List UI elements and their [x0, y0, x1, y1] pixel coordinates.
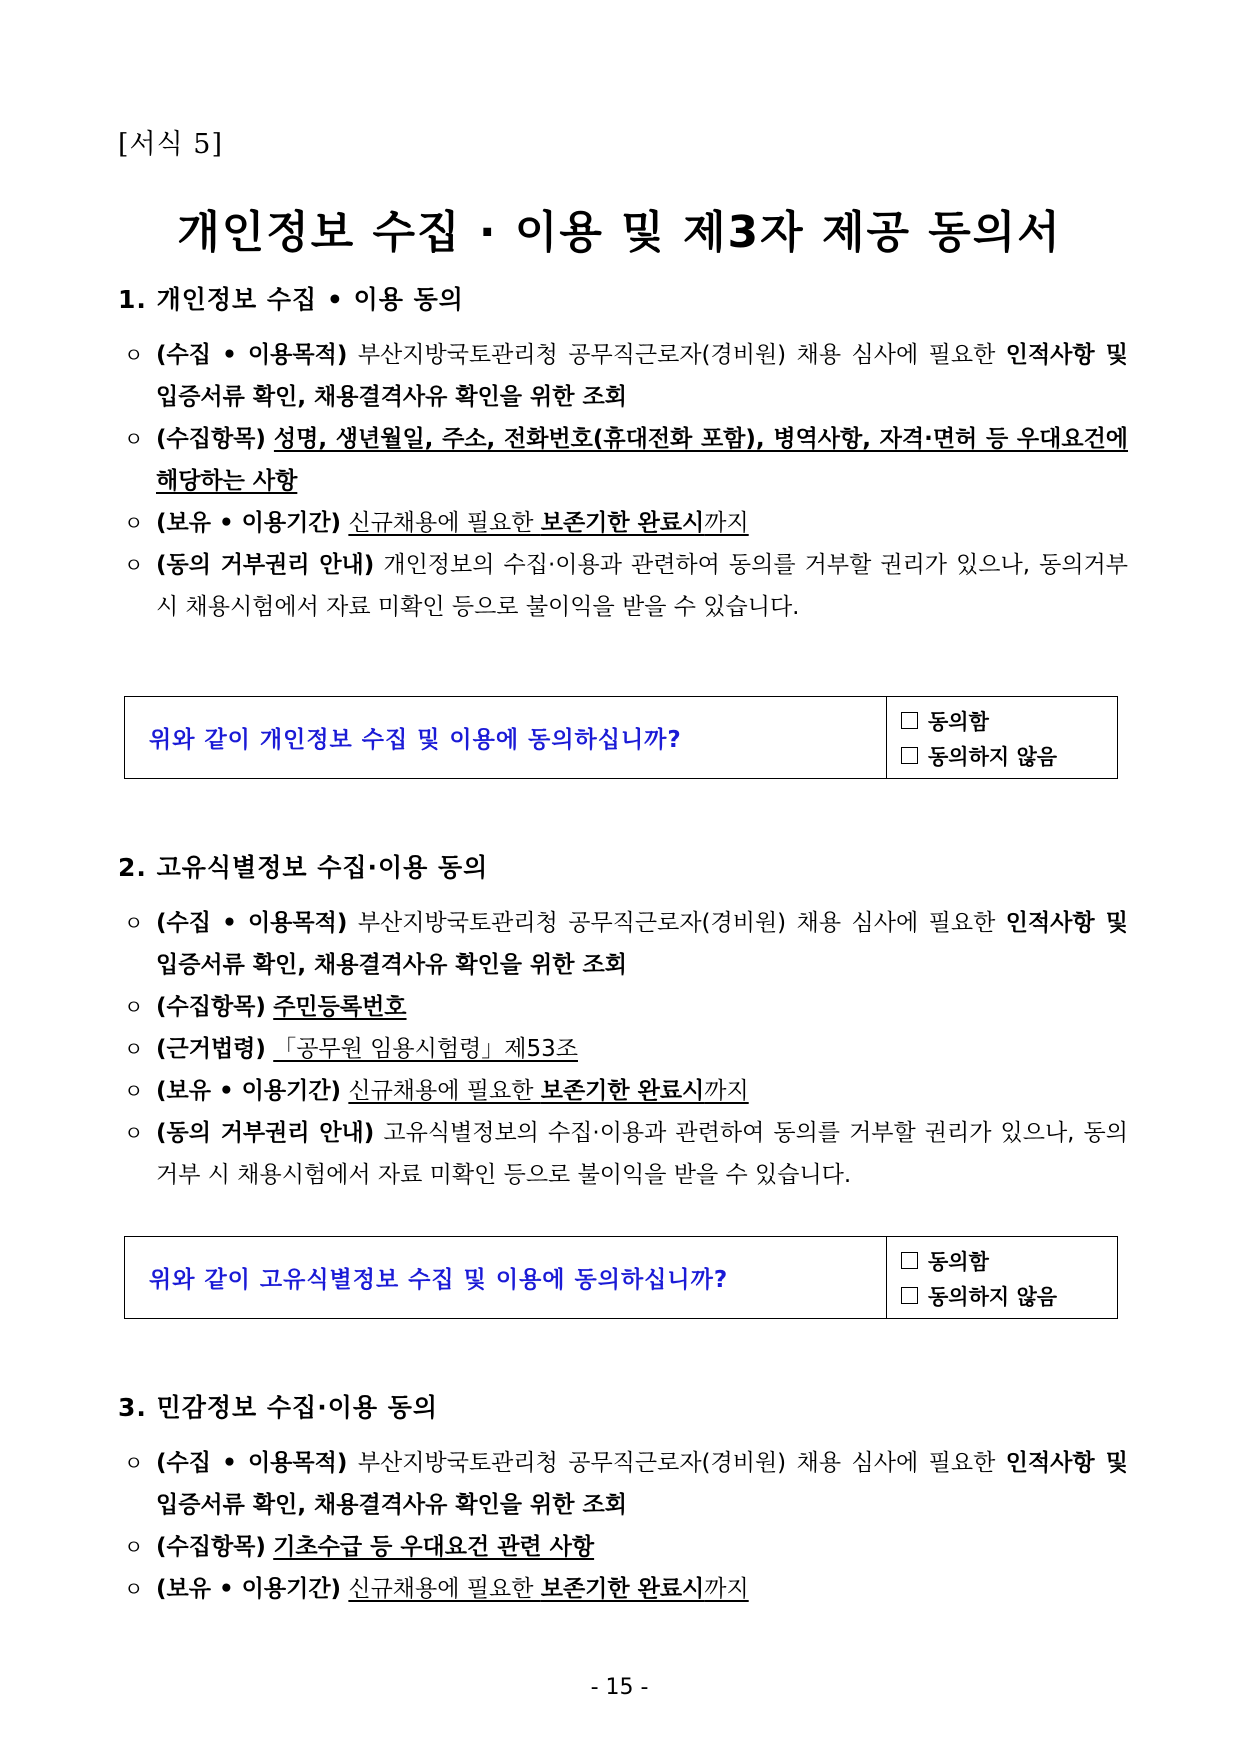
list-item: ㅇ (수집항목) 주민등록번호	[118, 986, 1128, 1028]
list-item: ㅇ (동의 거부권리 안내) 개인정보의 수집·이용과 관련하여 동의를 거부할 권리가 있으나, 동의거부 시 채용시험에서 자료 미확인 등으로 불이익을 받을 수 있습니다.	[118, 544, 1128, 628]
checkbox[interactable]	[901, 747, 918, 764]
bullet-icon: ㅇ	[124, 1535, 144, 1559]
bullet-icon: ㅇ	[124, 1079, 144, 1103]
page-number: - 15 -	[590, 1675, 649, 1700]
document-title: 개인정보 수집 · 이용 및 제3자 제공 동의서	[177, 207, 1062, 258]
bullet-icon: ㅇ	[124, 1121, 144, 1145]
list-item: ㅇ (보유 • 이용기간) 신규채용에 필요한 보존기한 완료시까지	[118, 1070, 1128, 1112]
disagree-option[interactable]: 동의하지 않음	[901, 738, 1117, 773]
list-item: ㅇ (수집 • 이용목적) 부산지방국토관리청 공무직근로자(경비원) 채용 심사에 필요한 인적사항 및 입증서류 확인, 채용결격사유 확인을 위한 조회	[118, 334, 1128, 418]
section-sensitive-info	[118, 1388, 1128, 1610]
bullet-icon: ㅇ	[124, 995, 144, 1019]
list-item: ㅇ (근거법령) 「공무원 임용시험령」제53조	[118, 1028, 1128, 1070]
checkbox[interactable]	[901, 712, 918, 729]
list-item: ㅇ (보유 • 이용기간) 신규채용에 필요한 보존기한 완료시까지	[118, 502, 1128, 544]
list-item: ㅇ (동의 거부권리 안내) 고유식별정보의 수집·이용과 관련하여 동의를 거부할 권리가 있으나, 동의거부 시 채용시험에서 자료 미확인 등으로 불이익을 받을 수 있습니다.	[118, 1112, 1128, 1196]
section-heading: 3. 민감정보 수집·이용 동의	[118, 1393, 439, 1422]
section-heading: 2. 고유식별정보 수집·이용 동의	[118, 853, 489, 882]
consent-question: 위와 같이 고유식별정보 수집 및 이용에 동의하십니까?	[125, 1237, 887, 1318]
list-item: ㅇ (보유 • 이용기간) 신규채용에 필요한 보존기한 완료시까지	[118, 1568, 1128, 1610]
bullet-icon: ㅇ	[124, 427, 144, 451]
consent-box-unique-id	[124, 1236, 1118, 1319]
bullet-icon: ㅇ	[124, 553, 144, 577]
consent-question: 위와 같이 개인정보 수집 및 이용에 동의하십니까?	[125, 697, 887, 778]
consent-box-personal	[124, 696, 1118, 779]
bullet-icon: ㅇ	[124, 1451, 144, 1475]
agree-option[interactable]: 동의함	[901, 1243, 1117, 1278]
form-label: [서식 5]	[118, 129, 223, 160]
consent-options	[887, 697, 1117, 778]
checkbox[interactable]	[901, 1252, 918, 1269]
bullet-icon: ㅇ	[124, 343, 144, 367]
list-item: ㅇ (수집항목) 성명, 생년월일, 주소, 전화번호(휴대전화 포함), 병역사항, 자격·면허 등 우대요건에 해당하는 사항	[118, 418, 1128, 502]
section-heading: 1. 개인정보 수집 • 이용 동의	[118, 285, 464, 314]
list-item: ㅇ (수집항목) 기초수급 등 우대요건 관련 사항	[118, 1526, 1128, 1568]
list-item: ㅇ (수집 • 이용목적) 부산지방국토관리청 공무직근로자(경비원) 채용 심사에 필요한 인적사항 및 입증서류 확인, 채용결격사유 확인을 위한 조회	[118, 902, 1128, 986]
agree-option[interactable]: 동의함	[901, 703, 1117, 738]
checkbox[interactable]	[901, 1287, 918, 1304]
consent-options	[887, 1237, 1117, 1318]
section-personal-info	[118, 280, 1128, 628]
disagree-option[interactable]: 동의하지 않음	[901, 1278, 1117, 1313]
bullet-icon: ㅇ	[124, 1037, 144, 1061]
bullet-icon: ㅇ	[124, 1577, 144, 1601]
section-unique-id	[118, 848, 1128, 1196]
bullet-icon: ㅇ	[124, 511, 144, 535]
bullet-icon: ㅇ	[124, 911, 144, 935]
list-item: ㅇ (수집 • 이용목적) 부산지방국토관리청 공무직근로자(경비원) 채용 심사에 필요한 인적사항 및 입증서류 확인, 채용결격사유 확인을 위한 조회	[118, 1442, 1128, 1526]
